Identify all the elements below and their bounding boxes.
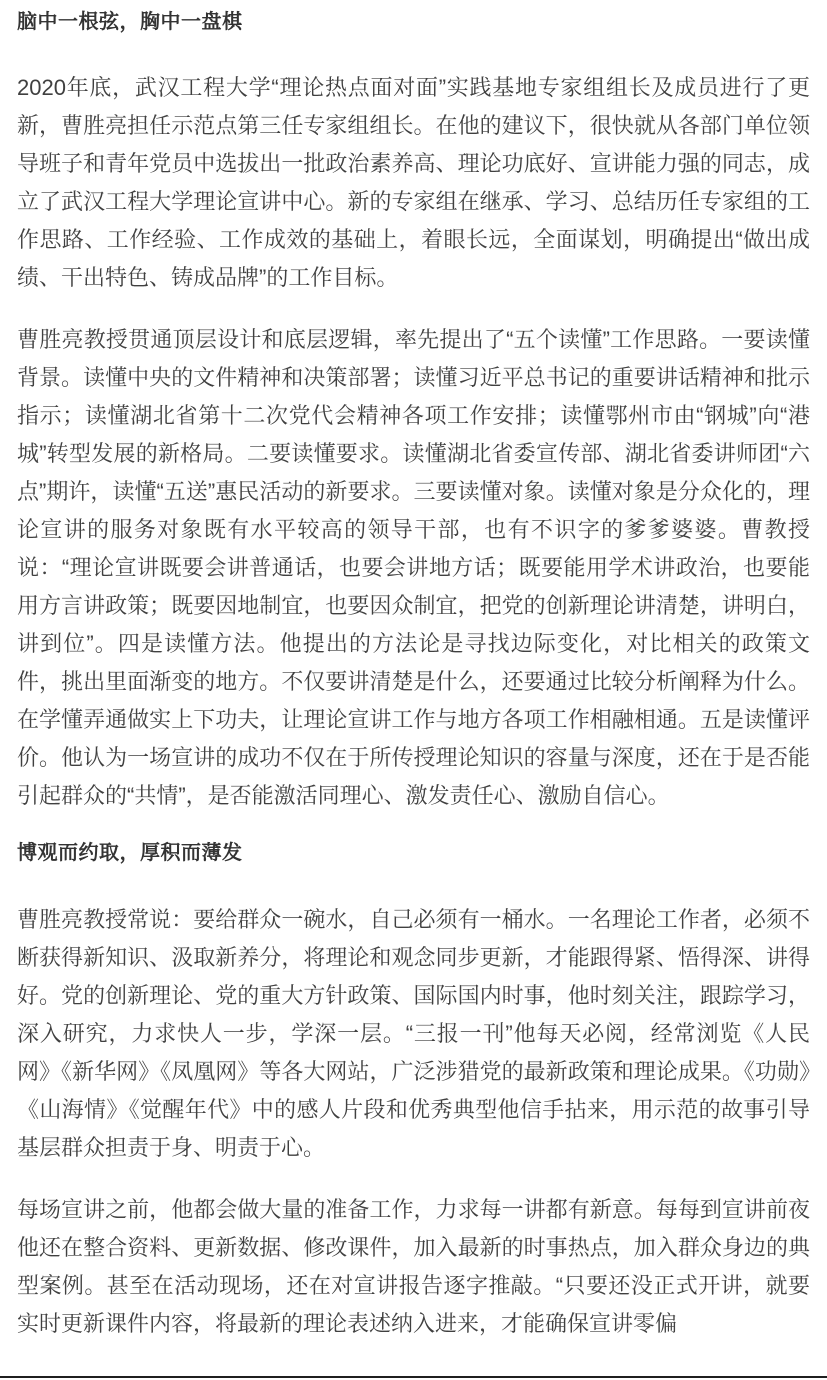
article-section-1 [17,8,810,815]
article-section-2 [17,839,810,1343]
paragraph: 曹胜亮教授常说：要给群众一碗水，自己必须有一桶水。一名理论工作者，必须不断获得新知识、汲取新养分，将理论和观念同步更新，才能跟得紧、悟得深、讲得好。党的创新理论、党的重大方针政策、国际国内时事，他时刻关注，跟踪学习，深入研究，力求快人一步，学深一层。“三报一刊”他每天必阅，经常浏览《人民网》《新华网》《凤凰网》等各大网站，广泛涉猎党的最新政策和理论成果。《功勋》《山海情》《觉醒年代》中的感人片段和优秀典型他信手拈来，用示范的故事引导基层群众担责于身、明责于心。 [17,907,810,1160]
section-heading-1: 脑中一根弦，胸中一盘棋 [17,11,243,33]
paragraph: 曹胜亮教授贯通顶层设计和底层逻辑，率先提出了“五个读懂”工作思路。一要读懂背景。读懂中央的文件精神和决策部署；读懂习近平总书记的重要讲话精神和批示指示；读懂湖北省第十二次党代会精神各项工作安排；读懂鄂州市由“钢城”向“港城”转型发展的新格局。二要读懂要求。读懂湖北省委宣传部、湖北省委讲师团“六点”期许，读懂“五送”惠民活动的新要求。三要读懂对象。读懂对象是分众化的，理论宣讲的服务对象既有水平较高的领导干部，也有不识字的爹爹婆婆。曹教授说：“理论宣讲既要会讲普通话，也要会讲地方话；既要能用学术讲政治，也要能用方言讲政策；既要因地制宜，也要因众制宜，把党的创新理论讲清楚，讲明白，讲到位”。四是读懂方法。他提出的方法论是寻找边际变化，对比相关的政策文件，挑出里面渐变的地方。不仅要讲清楚是什么，还要通过比较分析阐释为什么。在学懂弄通做实上下功夫，让理论宣讲工作与地方各项工作相融相通。五是读懂评价。他认为一场宣讲的成功不仅在于所传授理论知识的容量与深度，还在于是否能引起群众的“共情”，是否能激活同理心、激发责任心、激励自信心。 [17,327,810,808]
screenshot-bottom-border [0,1376,827,1378]
paragraph: 每场宣讲之前，他都会做大量的准备工作，力求每一讲都有新意。每每到宣讲前夜他还在整合资料、更新数据、修改课件，加入最新的时事热点，加入群众身边的典型案例。甚至在活动现场，还在对宣讲报告逐字推敲。“只要还没正式开讲，就要实时更新课件内容，将最新的理论表述纳入进来，才能确保宣讲零偏 [17,1197,810,1336]
paragraph: 2020年底，武汉工程大学“理论热点面对面”实践基地专家组组长及成员进行了更新，曹胜亮担任示范点第三任专家组组长。在他的建议下，很快就从各部门单位领导班子和青年党员中选拔出一批政治素养高、理论功底好、宣讲能力强的同志，成立了武汉工程大学理论宣讲中心。新的专家组在继承、学习、总结历任专家组的工作思路、工作经验、工作成效的基础上，着眼长远，全面谋划，明确提出“做出成绩、干出特色、铸成品牌”的工作目标。 [17,75,810,290]
section-heading-2: 博观而约取，厚积而薄发 [17,842,243,864]
